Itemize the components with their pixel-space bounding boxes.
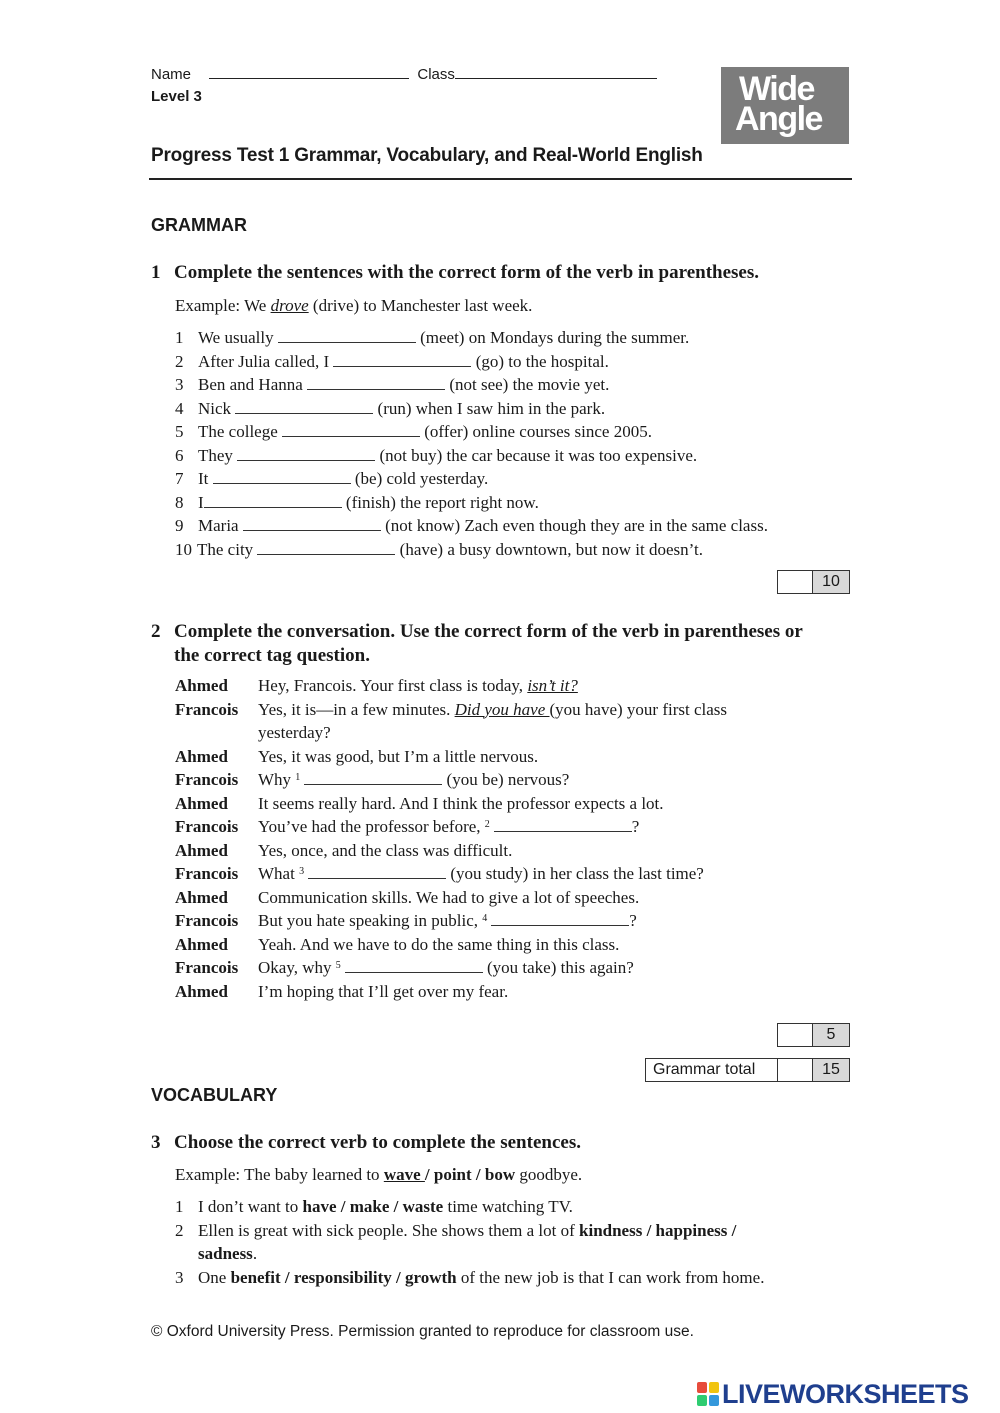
answer-blank[interactable] bbox=[282, 422, 420, 437]
line-text: Why bbox=[258, 770, 296, 789]
q3-example-answer: wave bbox=[383, 1165, 425, 1184]
speaker-name: Ahmed bbox=[175, 793, 228, 813]
line-text: Okay, why bbox=[258, 958, 336, 977]
level-label: Level 3 bbox=[151, 88, 202, 105]
answer-blank[interactable] bbox=[333, 352, 471, 367]
answer-blank[interactable] bbox=[491, 911, 629, 926]
speaker-name: Francois bbox=[175, 699, 239, 719]
q3-title bbox=[151, 1132, 581, 1154]
line-text-after: (you take) this again? bbox=[482, 958, 634, 977]
choice-options[interactable]: benefit / responsibility / growth bbox=[230, 1267, 457, 1287]
q1-item-number: 2 bbox=[175, 351, 184, 371]
speaker-name: Ahmed bbox=[175, 887, 228, 907]
line-text: Yes, it is—in a few minutes. bbox=[258, 699, 455, 719]
line-text: Hey, Francois. Your first class is today, bbox=[258, 676, 528, 695]
q2-instruction-line2: the correct tag question. bbox=[174, 645, 370, 666]
line-text: Yeah. And we have to do the same thing in this class. bbox=[258, 934, 620, 954]
q1-item bbox=[175, 469, 768, 493]
q1-item-text-after: (go) to the hospital. bbox=[471, 351, 609, 371]
class-label: Class bbox=[417, 66, 455, 83]
answer-blank[interactable] bbox=[204, 493, 342, 508]
q1-instruction: Complete the sentences with the correct form of the verb in parentheses. bbox=[174, 262, 759, 283]
q1-item bbox=[175, 422, 768, 446]
liveworksheets-icon bbox=[697, 1382, 719, 1406]
q1-score-max: 10 bbox=[813, 571, 849, 593]
answer-blank[interactable] bbox=[304, 770, 442, 785]
q2-title bbox=[151, 620, 803, 668]
conversation-line bbox=[175, 676, 727, 700]
q3-item-text-before: I don’t want to bbox=[198, 1197, 303, 1216]
q3-item-number: 2 bbox=[175, 1220, 184, 1240]
q1-item bbox=[175, 493, 768, 517]
page-title: Progress Test 1 Grammar, Vocabulary, and Real-World English bbox=[151, 145, 703, 166]
q1-item-number: 9 bbox=[175, 516, 184, 535]
name-field-row bbox=[151, 64, 657, 83]
line-text: It seems really hard. And I think the professor expects a lot. bbox=[258, 793, 664, 813]
blank-number: 5 bbox=[335, 960, 341, 971]
speaker-name: Ahmed bbox=[175, 934, 228, 954]
class-blank[interactable] bbox=[455, 64, 657, 79]
answer-blank[interactable] bbox=[237, 446, 375, 461]
q1-item bbox=[175, 352, 768, 376]
q1-item-number: 1 bbox=[175, 328, 184, 347]
q1-item-text-before: I bbox=[198, 492, 204, 512]
speaker-name: Ahmed bbox=[175, 676, 228, 695]
logo-word-angle: Angle bbox=[735, 100, 822, 138]
conversation-line bbox=[175, 888, 727, 912]
grammar-total-input[interactable] bbox=[778, 1059, 813, 1081]
q1-item-text-after: (not buy) the car because it was too expensive. bbox=[375, 445, 698, 465]
q2-number: 2 bbox=[151, 621, 161, 642]
q1-item-number: 6 bbox=[175, 445, 184, 465]
conversation-line bbox=[175, 817, 727, 841]
q3-item bbox=[175, 1197, 764, 1221]
q1-item-number: 3 bbox=[175, 375, 184, 394]
speaker-name: Ahmed bbox=[175, 840, 228, 860]
liveworksheets-brand[interactable] bbox=[697, 1378, 969, 1410]
answer-blank[interactable] bbox=[243, 516, 381, 531]
icon-square bbox=[697, 1395, 707, 1406]
q3-item-text-after: . bbox=[252, 1244, 258, 1263]
blank-number: 3 bbox=[299, 866, 305, 877]
q3-item-text-before: One bbox=[198, 1267, 231, 1287]
q1-item-number: 7 bbox=[175, 469, 184, 488]
line-text: You’ve had the professor before, bbox=[258, 817, 485, 836]
q1-item-text-before: Maria bbox=[198, 516, 243, 535]
speaker-name: Francois bbox=[175, 817, 239, 836]
speaker-name: Francois bbox=[175, 911, 239, 930]
conversation-line bbox=[175, 911, 727, 935]
q3-number: 3 bbox=[151, 1132, 161, 1153]
q1-score-input[interactable] bbox=[778, 571, 813, 593]
wide-angle-logo bbox=[721, 67, 849, 144]
q1-item-text-before: It bbox=[198, 469, 213, 488]
q1-item bbox=[175, 516, 768, 540]
grammar-heading: GRAMMAR bbox=[151, 215, 247, 235]
q3-item bbox=[175, 1268, 764, 1292]
speaker-name: Ahmed bbox=[175, 981, 228, 1001]
q1-item-text-before: After Julia called, I bbox=[198, 351, 334, 371]
conversation-line bbox=[175, 770, 727, 794]
conversation-line bbox=[175, 958, 727, 982]
q2-score-max: 5 bbox=[813, 1024, 849, 1046]
q1-item-text-before: We usually bbox=[198, 328, 278, 347]
conversation-line bbox=[175, 700, 727, 724]
q3-instruction: Choose the correct verb to complete the sentences. bbox=[174, 1132, 581, 1153]
q1-example bbox=[175, 296, 532, 316]
example-answer: Did you have bbox=[454, 699, 550, 719]
q2-conversation bbox=[175, 676, 727, 1005]
q1-example-prefix: Example: We bbox=[175, 296, 271, 315]
q1-item bbox=[175, 540, 768, 564]
answer-blank[interactable] bbox=[308, 864, 446, 879]
line-text-after: (you be) nervous? bbox=[442, 770, 570, 789]
q1-title bbox=[151, 262, 759, 284]
q1-item bbox=[175, 399, 768, 423]
grammar-total-max: 15 bbox=[813, 1059, 849, 1081]
q3-item-text-after: of the new job is that I can work from home. bbox=[456, 1267, 765, 1287]
conversation-line bbox=[175, 794, 727, 818]
q3-item-list bbox=[175, 1197, 764, 1291]
q3-item bbox=[175, 1221, 764, 1245]
name-label: Name bbox=[151, 66, 192, 83]
answer-blank[interactable] bbox=[235, 399, 373, 414]
name-blank[interactable] bbox=[209, 64, 409, 79]
q2-instruction-line1: Complete the conversation. Use the correct form of the verb in parentheses or bbox=[174, 621, 803, 642]
brand-suffix: WORKSHEETS bbox=[780, 1378, 969, 1409]
grammar-total-label: Grammar total bbox=[646, 1059, 778, 1081]
conversation-line bbox=[175, 982, 727, 1006]
q1-example-answer: drove bbox=[270, 296, 309, 315]
q1-item-text-after: (finish) the report right now. bbox=[341, 492, 539, 512]
answer-blank[interactable] bbox=[494, 817, 632, 832]
conversation-line bbox=[175, 935, 727, 959]
speaker-name: Francois bbox=[175, 958, 239, 977]
q1-item-text-after: (not see) the movie yet. bbox=[445, 375, 610, 394]
icon-square bbox=[709, 1382, 719, 1393]
line-text: yesterday? bbox=[258, 723, 331, 742]
line-text: Yes, it was good, but I’m a little nervous. bbox=[258, 746, 539, 766]
q1-item-text-after: (offer) online courses since 2005. bbox=[420, 422, 652, 441]
speaker-name: Francois bbox=[175, 770, 239, 789]
q1-score-box bbox=[777, 570, 850, 594]
q1-item-text-after: (be) cold yesterday. bbox=[350, 469, 489, 488]
choice-options[interactable]: have / make / waste bbox=[302, 1197, 444, 1216]
q1-item-number: 5 bbox=[175, 422, 184, 441]
q3-item-text-before: Ellen is great with sick people. She shows them a lot of bbox=[198, 1220, 580, 1240]
q1-item-text-before: The city bbox=[197, 539, 258, 559]
answer-blank[interactable] bbox=[213, 469, 351, 484]
line-text-after: ? bbox=[629, 911, 637, 930]
q1-example-suffix: (drive) to Manchester last week. bbox=[308, 296, 533, 315]
q1-item-number: 4 bbox=[175, 398, 184, 418]
line-text: Yes, once, and the class was difficult. bbox=[258, 840, 513, 860]
q3-item-text-after: time watching TV. bbox=[443, 1197, 573, 1216]
choice-options[interactable]: sadness bbox=[198, 1244, 253, 1263]
conversation-line bbox=[175, 864, 727, 888]
conversation-line bbox=[175, 723, 727, 747]
q3-item-number: 3 bbox=[175, 1267, 184, 1287]
line-text: What bbox=[258, 864, 300, 883]
q3-example-options: / point / bow bbox=[424, 1165, 516, 1184]
line-text: But you hate speaking in public, bbox=[258, 911, 483, 930]
brand-prefix: LIVE bbox=[722, 1378, 781, 1409]
q1-item-text-before: They bbox=[198, 445, 238, 465]
blank-number: 4 bbox=[482, 913, 488, 924]
brand-text bbox=[722, 1379, 969, 1410]
q2-score-box bbox=[777, 1023, 850, 1047]
q1-item-text-before: The college bbox=[198, 422, 283, 441]
copyright-notice: © Oxford University Press. Permission granted to reproduce for classroom use. bbox=[151, 1323, 694, 1340]
q1-item-text-before: Ben and Hanna bbox=[198, 375, 308, 394]
icon-square bbox=[697, 1382, 707, 1393]
speaker-name: Francois bbox=[175, 864, 239, 883]
q1-item-list bbox=[175, 328, 768, 563]
conversation-line bbox=[175, 747, 727, 771]
answer-blank[interactable] bbox=[278, 328, 416, 343]
q3-example-suffix: goodbye. bbox=[515, 1165, 583, 1184]
blank-number: 1 bbox=[295, 772, 301, 783]
line-text-after: ? bbox=[631, 817, 640, 836]
title-rule bbox=[149, 178, 852, 180]
answer-blank[interactable] bbox=[257, 540, 395, 555]
logo-word-wide: Wide bbox=[739, 70, 814, 108]
speaker-name: Ahmed bbox=[175, 746, 228, 766]
q1-item-text-before: Nick bbox=[198, 398, 236, 418]
q1-item-text-after: (not know) Zach even though they are in the same class. bbox=[380, 516, 768, 535]
blank-number: 2 bbox=[484, 819, 490, 830]
line-text: Communication skills. We had to give a lot of speeches. bbox=[258, 887, 640, 907]
choice-options[interactable]: kindness / happiness / bbox=[579, 1220, 737, 1240]
line-text: I’m hoping that I’ll get over my fear. bbox=[258, 981, 509, 1001]
q3-item bbox=[175, 1244, 764, 1268]
vocabulary-heading: VOCABULARY bbox=[151, 1085, 278, 1105]
conversation-line bbox=[175, 841, 727, 865]
q1-item bbox=[175, 328, 768, 352]
q1-item bbox=[175, 446, 768, 470]
q1-item bbox=[175, 375, 768, 399]
q2-score-input[interactable] bbox=[778, 1024, 813, 1046]
q1-item-number: 8 bbox=[175, 492, 184, 512]
q1-number: 1 bbox=[151, 262, 161, 283]
q3-item-number: 1 bbox=[175, 1197, 184, 1216]
q1-item-text-after: (run) when I saw him in the park. bbox=[373, 398, 606, 418]
q1-item-number: 10 bbox=[175, 539, 192, 559]
q3-example bbox=[175, 1165, 582, 1185]
line-text-after: (you have) your first class bbox=[549, 699, 728, 719]
q1-item-text-after: (have) a busy downtown, but now it doesn’t. bbox=[395, 539, 703, 559]
example-answer: isn’t it? bbox=[527, 676, 578, 695]
answer-blank[interactable] bbox=[345, 958, 483, 973]
answer-blank[interactable] bbox=[307, 375, 445, 390]
icon-square bbox=[709, 1395, 719, 1406]
grammar-total-box bbox=[645, 1058, 850, 1082]
q1-item-text-after: (meet) on Mondays during the summer. bbox=[415, 328, 690, 347]
line-text-after: (you study) in her class the last time? bbox=[446, 864, 704, 883]
q3-example-prefix: Example: The baby learned to bbox=[175, 1165, 384, 1184]
